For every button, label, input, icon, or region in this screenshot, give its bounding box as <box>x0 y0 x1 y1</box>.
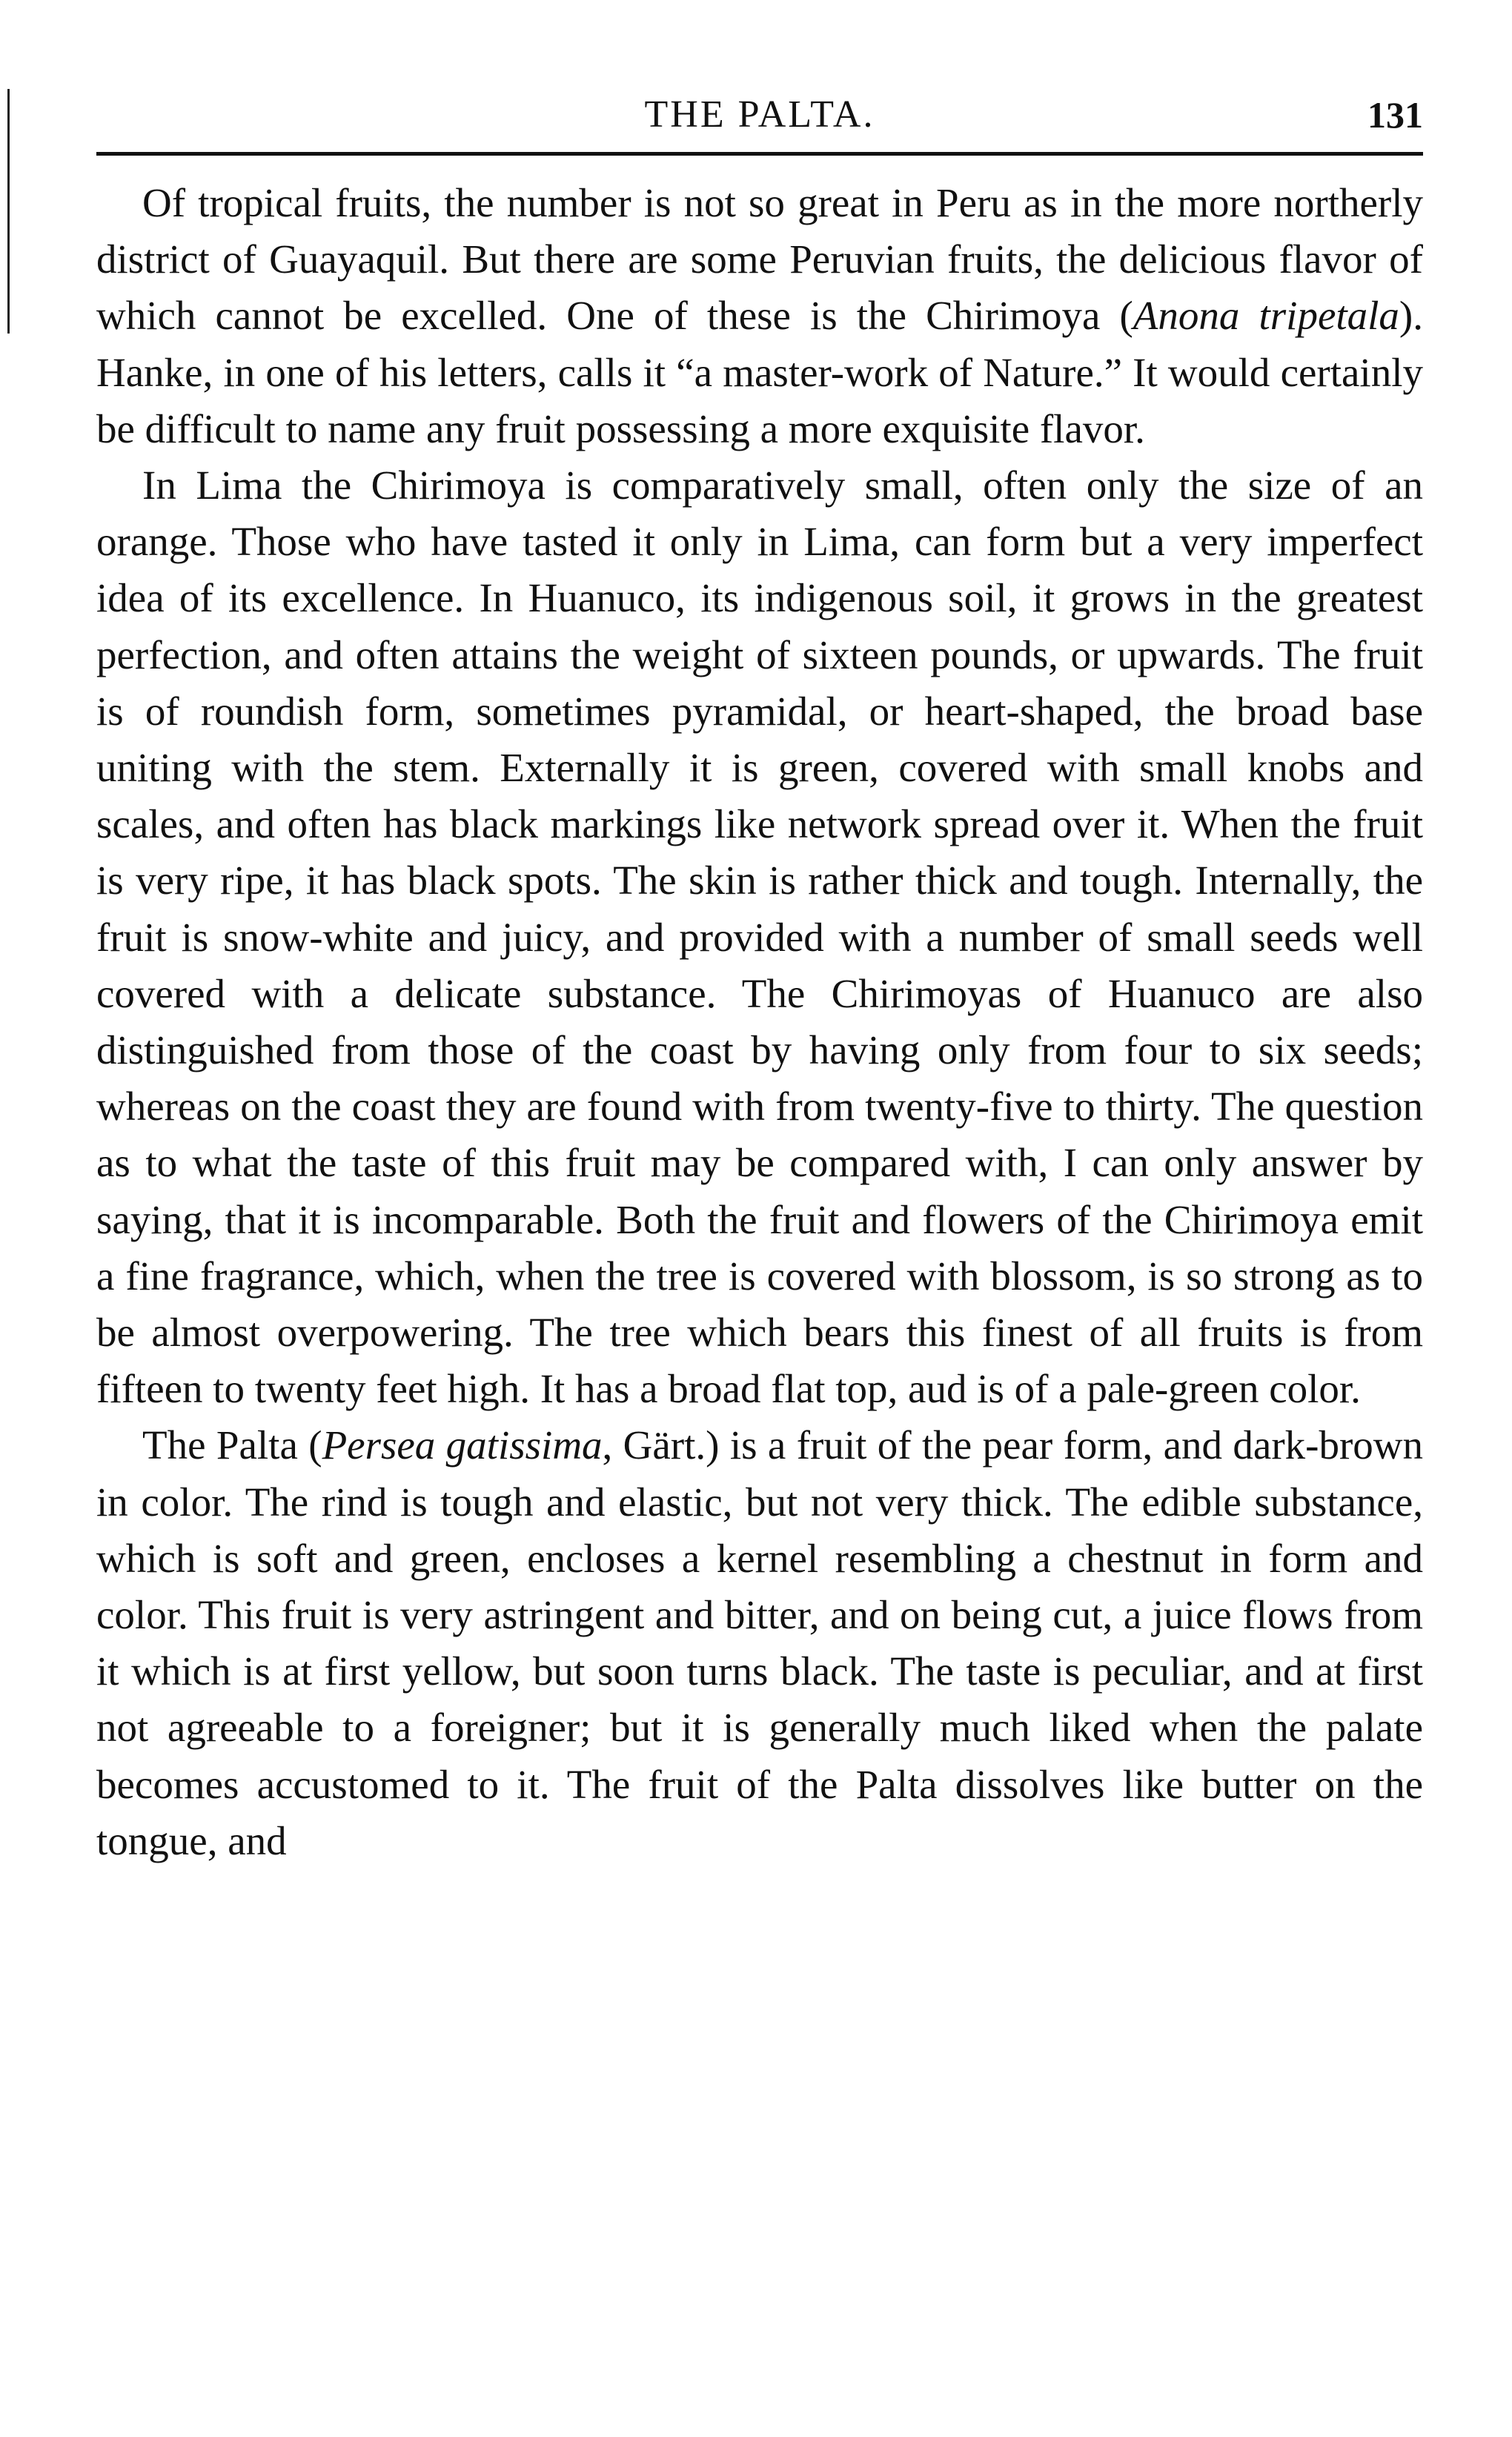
paragraph-3-text-continued: , Gärt.) is a fruit of the pear form, and dark-brown in color. The rind is tough and elastic, but not very thick. The edible substance, which is soft and green, encloses a kernel resembling a chestnut in form and color. This fruit is very astringent and bitter, and on being cut, a juice flows from it which is at first yellow, but soon turns black. The taste is peculiar, and at first not agreeable to a foreigner; but it is generally much liked when the palate becomes accustomed to it. The fruit of the Palta dissolves like butter on the tongue, and <box>96 1422 1423 1863</box>
paragraph-palta-description <box>96 1417 1423 1869</box>
paragraph-2-text: In Lima the Chirimoya is comparatively small, often only the size of an orange. Those who have tasted it only in Lima, can form but a very imperfect idea of its excellence. In Huanuco, its indigenous soil, it grows in the greatest perfection, and often attains the weight of sixteen pounds, or upwards. The fruit is of roundish form, sometimes pyramidal, or heart-shaped, the broad base uniting with the stem. Externally it is green, covered with small knobs and scales, and often has black markings like network spread over it. When the fruit is very ripe, it has black spots. The skin is rather thick and tough. Internally, the fruit is snow-white and juicy, and provided with a number of small seeds well covered with a delicate substance. The Chirimoyas of Huanuco are also distinguished from those of the coast by having only from four to six seeds; whereas on the coast they are found with from twenty-five to thirty. The question as to what the taste of this fruit may be compared with, I can only answer by saying, that it is incomparable. Both the fruit and flowers of the Chirimoya emit a fine fragrance, which, when the tree is covered with blossom, is so strong as to be almost overpowering. The tree which bears this finest of all fruits is from fifteen to twenty feet high. It has a broad flat top, aud is of a pale-green color. <box>96 462 1423 1412</box>
page-number: 131 <box>1367 94 1423 136</box>
header-title: THE PALTA. <box>644 93 875 136</box>
paragraph-1-text: Of tropical fruits, the number is not so great in Peru as in the more northerly district of Guayaquil. But there are some Peruvian fruits, the delicious flavor of which cannot be excelled. One of these is the Chirimoya ( <box>96 180 1423 339</box>
running-head <box>96 89 1423 141</box>
paragraph-chirimoya-description <box>96 457 1423 1417</box>
header-rule <box>96 152 1423 156</box>
scientific-name-anona: Anona tripetala <box>1133 293 1399 339</box>
paragraph-3-text: The Palta ( <box>142 1422 322 1468</box>
page-binding-edge <box>7 89 10 334</box>
paragraph-1-text-continued: ). Hanke, in one of his letters, calls it “a master-work of Nature.” It would certainly be difficult to name any fruit possessing a more exquisite flavor. <box>96 293 1423 451</box>
scientific-name-persea: Persea gatissima <box>322 1422 603 1468</box>
paragraph-chirimoya-intro <box>96 175 1423 457</box>
body-text <box>96 175 1423 1869</box>
